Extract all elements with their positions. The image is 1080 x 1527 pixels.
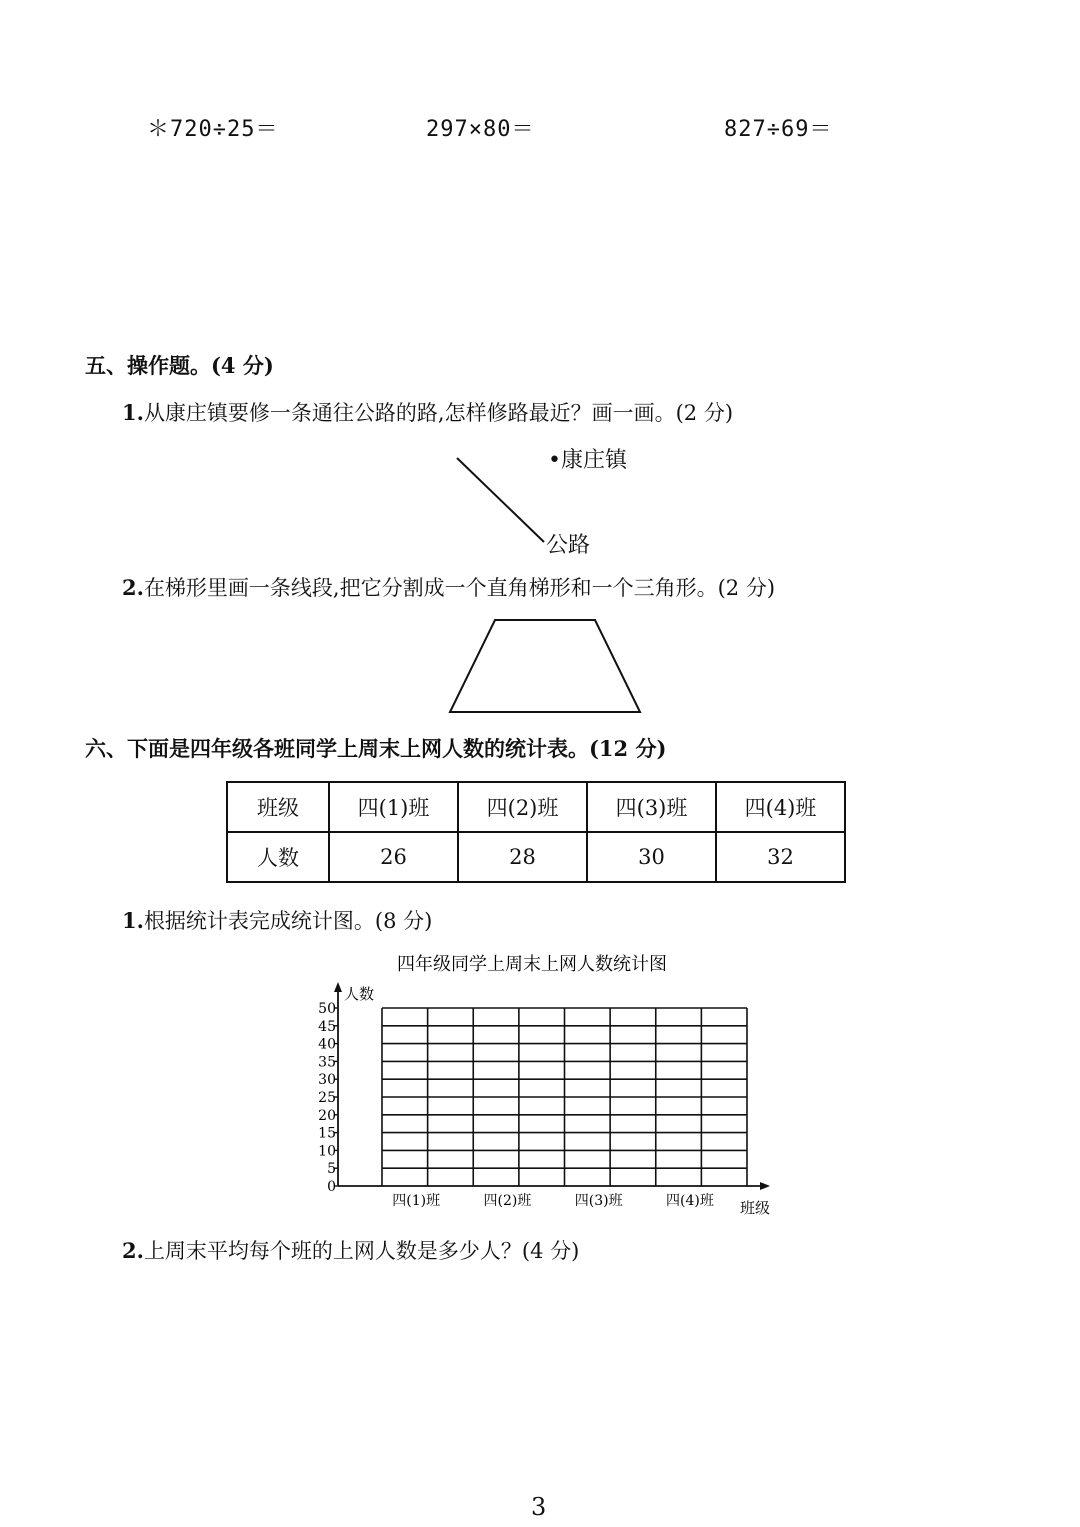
row-header-count: 人数 (227, 832, 329, 882)
section5-q2 (122, 572, 775, 602)
table-cell-class: 四(2)班 (458, 782, 587, 832)
bar-chart-grid (300, 945, 790, 1225)
road-label: 公路 (546, 533, 591, 558)
table-row (227, 782, 845, 832)
section6-q1 (122, 905, 432, 935)
table-cell-class: 四(1)班 (329, 782, 458, 832)
table-cell-class: 四(4)班 (716, 782, 845, 832)
y-tick-label: 0 (327, 1179, 336, 1195)
y-tick-label: 10 (318, 1143, 336, 1160)
x-tick-label: 四(1)班 (392, 1193, 441, 1209)
x-axis-label: 班级 (740, 1199, 771, 1217)
x-tick-label: 四(2)班 (483, 1193, 532, 1209)
y-tick-label: 35 (318, 1054, 336, 1071)
y-tick-label: 30 (318, 1072, 336, 1089)
y-tick-label: 45 (318, 1018, 336, 1035)
table-cell-count: 26 (329, 832, 458, 882)
y-tick-label: 50 (318, 1001, 336, 1017)
table-cell-count: 32 (716, 832, 845, 882)
calc-1: ＊720÷25＝ (147, 117, 279, 142)
y-tick-label: 5 (327, 1161, 336, 1178)
table-cell-count: 28 (458, 832, 587, 882)
section6-q2 (122, 1235, 579, 1265)
section5-title: 五、操作题。(4 分) (85, 353, 274, 378)
x-tick-label: 四(3)班 (574, 1193, 623, 1209)
row-header-class: 班级 (227, 782, 329, 832)
table-cell-count: 30 (587, 832, 716, 882)
x-tick-label: 四(4)班 (666, 1193, 714, 1209)
y-axis-label: 人数 (344, 985, 375, 1003)
q-text: 在梯形里画一条线段,把它分割成一个直角梯形和一个三角形。(2 分) (143, 576, 776, 600)
y-tick-label: 40 (318, 1036, 336, 1053)
stat-table (226, 781, 846, 883)
calc-3: 827÷69＝ (724, 117, 833, 142)
q-text: 从康庄镇要修一条通往公路的路,怎样修路最近？画一画。(2 分) (143, 401, 734, 425)
y-axis-arrow (334, 982, 342, 992)
y-tick-label: 25 (318, 1090, 336, 1106)
town-label: •康庄镇 (548, 448, 627, 473)
calc-2: 297×80＝ (426, 117, 535, 142)
section6-title: 六、下面是四年级各班同学上周末上网人数的统计表。(12 分) (85, 736, 667, 761)
q-number: 2. (122, 1238, 144, 1263)
trapezoid-shape (450, 620, 640, 712)
x-axis-arrow (760, 1182, 770, 1190)
y-tick-label: 15 (318, 1125, 336, 1142)
table-row (227, 832, 845, 882)
trapezoid-figure (440, 612, 650, 722)
q-number: 1. (122, 908, 144, 933)
chart-title: 四年级同学上周末上网人数统计图 (397, 954, 667, 975)
road-line (457, 458, 544, 542)
q-number: 1. (122, 400, 144, 425)
q-number: 2. (122, 575, 144, 600)
table-cell-class: 四(3)班 (587, 782, 716, 832)
section5-q1 (122, 397, 733, 427)
page-number: 3 (531, 1493, 547, 1521)
q-text: 根据统计表完成统计图。(8 分) (143, 909, 433, 933)
q-text: 上周末平均每个班的上网人数是多少人？(4 分) (143, 1239, 580, 1263)
y-tick-label: 20 (318, 1107, 336, 1124)
